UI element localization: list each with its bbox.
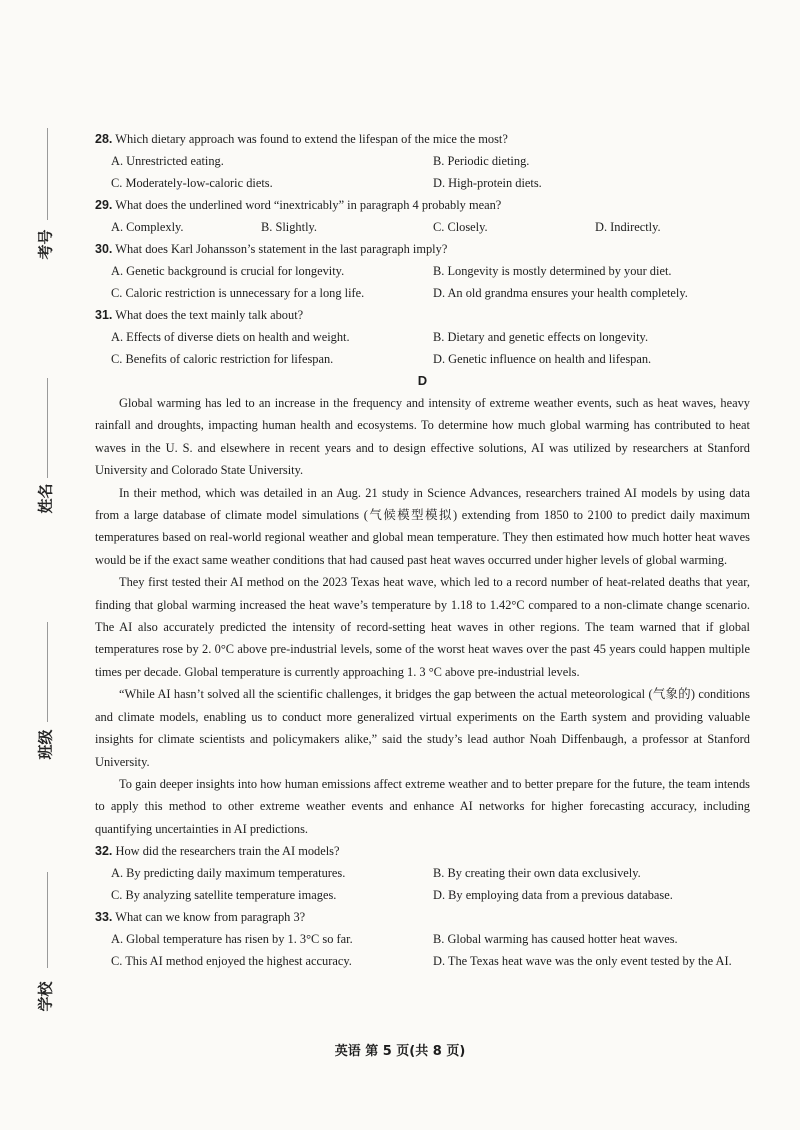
answer-option: C. Benefits of caloric restriction for lifespan. — [111, 352, 334, 366]
option-row — [95, 862, 750, 884]
answer-option: D. The Texas heat wave was the only event tested by the AI. — [433, 954, 732, 969]
answer-option: B. Global warming has caused hotter heat waves. — [433, 932, 678, 947]
option-row — [95, 282, 750, 304]
answer-option: A. Unrestricted eating. — [111, 154, 224, 168]
question-number: 28. — [95, 132, 113, 146]
question-stem — [95, 304, 750, 326]
answer-option: D. High-protein diets. — [433, 176, 542, 190]
answer-option: A. By predicting daily maximum temperatures. — [111, 866, 346, 881]
question-stem — [95, 238, 750, 260]
answer-option: C. Closely. — [433, 220, 488, 234]
answer-option: A. Effects of diverse diets on health and weight. — [111, 330, 350, 344]
answer-option: B. Slightly. — [261, 220, 317, 234]
question-stem — [95, 194, 750, 216]
page-footer: 英语 第 5 页(共 8 页) — [334, 1044, 466, 1059]
passage-paragraph: “While AI hasn’t solved all the scientific challenges, it bridges the gap between the actual meteorological (气象的) conditions and climate models, enabling us to conduct more generalized virtual experiments on the Earth system and providing valuable insights for climate scientists and policymakers alike,” said the study’s lead author Noah Diffenbaugh, a professor at Stanford University. — [95, 687, 750, 769]
option-row — [95, 326, 750, 348]
margin-line — [47, 872, 48, 968]
answer-option: D. Genetic influence on health and lifespan. — [433, 352, 652, 366]
question-number: 29. — [95, 198, 113, 212]
question-text: What does the underlined word “inextricably” in paragraph 4 probably mean? — [115, 198, 502, 212]
margin-label-school: 学校 — [36, 981, 55, 1012]
margin-label-name: 姓名 — [36, 483, 55, 514]
answer-option: A. Global temperature has risen by 1. 3°C so far. — [111, 932, 353, 947]
question-text: How did the researchers train the AI models? — [115, 844, 340, 859]
answer-option: D. By employing data from a previous database. — [433, 888, 673, 903]
passage-paragraph: Global warming has led to an increase in the frequency and intensity of extreme weather events, such as heat waves, heavy rainfall and droughts, impacting human health and ecosystems. To determine how much global warming has contributed to heat waves in the U. S. and elsewhere in recent years and to design effective solutions, AI was utilized by researchers at Stanford University and Colorado State University. — [95, 396, 750, 478]
answer-option: B. Longevity is mostly determined by your diet. — [433, 264, 672, 278]
option-row — [95, 216, 750, 238]
passage-paragraph: To gain deeper insights into how human emissions affect extreme weather and to better prepare for the future, the team intends to apply this method to other extreme weather events and enhance AI networks for higher forecasting accuracy, including quantifying uncertainties in AI predictions. — [95, 776, 750, 836]
option-row — [95, 172, 750, 194]
question-stem — [95, 128, 750, 150]
question-text: What can we know from paragraph 3? — [115, 910, 306, 925]
margin-label-exam-number: 考号 — [36, 229, 55, 260]
answer-option: B. By creating their own data exclusively. — [433, 866, 641, 881]
passage-paragraph: They first tested their AI method on the 2023 Texas heat wave, which led to a record number of heat-related deaths that year, finding that global warming increased the heat wave’s temperature by 1.18 to 1.42°C compared to a non-climate change scenario. The AI also accurately predicted the intensity of record-setting heat waves in other regions. The team warned that if global temperatures rose by 2. 0°C above pre-industrial levels, some of the worst heat waves over the past 45 years could happen multiple times per decade. Global temperature is currently approaching 1. 3 °C above pre-industrial levels. — [95, 575, 750, 679]
margin-label-class: 班级 — [36, 729, 55, 760]
answer-option: D. Indirectly. — [595, 220, 661, 234]
question-text: What does Karl Johansson’s statement in the last paragraph imply? — [115, 242, 448, 256]
answer-option: C. Moderately-low-caloric diets. — [111, 176, 273, 190]
question-number: 30. — [95, 242, 113, 256]
option-row — [95, 884, 750, 906]
question-number: 33. — [95, 910, 113, 925]
question-number: 32. — [95, 844, 113, 859]
question-stem — [95, 840, 750, 862]
answer-option: D. An old grandma ensures your health completely. — [433, 286, 688, 300]
answer-option: B. Periodic dieting. — [433, 154, 530, 168]
margin-line — [47, 622, 48, 722]
questions-32-33 — [95, 840, 750, 972]
answer-option: C. This AI method enjoyed the highest accuracy. — [111, 954, 352, 969]
question-stem — [95, 906, 750, 928]
option-row — [95, 348, 750, 370]
passage-d — [95, 392, 750, 840]
section-letter: D — [417, 373, 428, 388]
question-number: 31. — [95, 308, 113, 322]
margin-line — [47, 378, 48, 478]
option-row — [95, 150, 750, 172]
option-row — [95, 928, 750, 950]
answer-option: C. Caloric restriction is unnecessary for a long life. — [111, 286, 365, 300]
answer-option: C. By analyzing satellite temperature images. — [111, 888, 337, 903]
question-text: What does the text mainly talk about? — [115, 308, 304, 322]
exam-content — [95, 128, 750, 972]
questions-28-31 — [95, 128, 750, 370]
passage-paragraph: In their method, which was detailed in an Aug. 21 study in Science Advances, researchers trained AI models by using data from a large database of climate model simulations (气候模型模拟) extending from 1850 to 2100 to predict daily maximum temperatures based on real-world regional weather and global mean temperature. They then estimated how much hotter heat waves would be if the exact same weather conditions that had caused past heat waves occurred under higher levels of global warming. — [95, 485, 750, 567]
option-row — [95, 950, 750, 972]
margin-line — [47, 128, 48, 220]
answer-option: A. Genetic background is crucial for longevity. — [111, 264, 345, 278]
answer-option: B. Dietary and genetic effects on longevity. — [433, 330, 649, 344]
option-row — [95, 260, 750, 282]
answer-option: A. Complexly. — [111, 220, 184, 234]
question-text: Which dietary approach was found to extend the lifespan of the mice the most? — [115, 132, 508, 146]
